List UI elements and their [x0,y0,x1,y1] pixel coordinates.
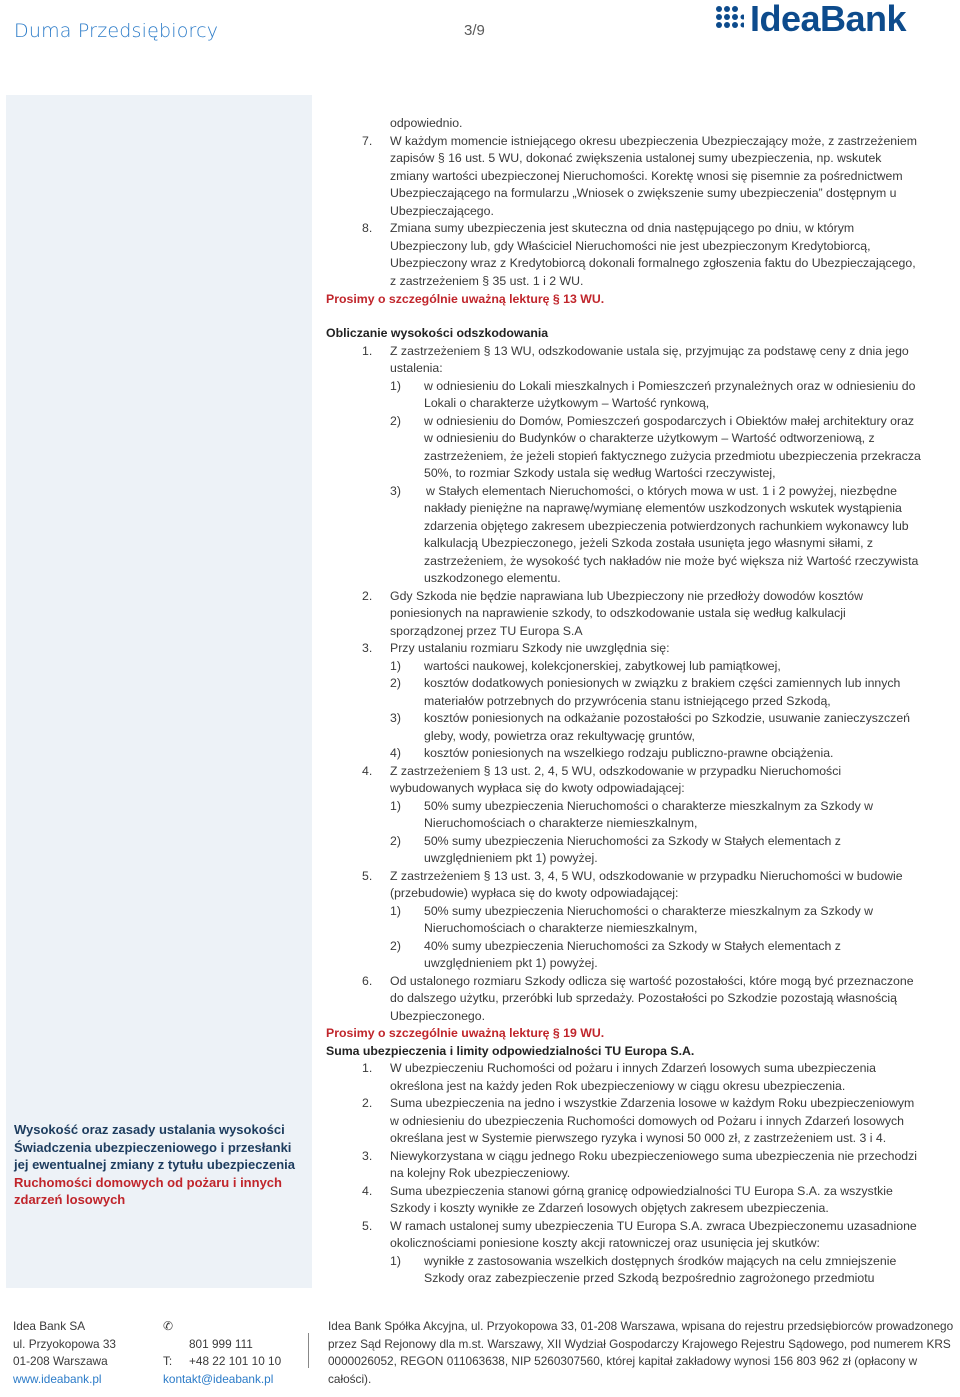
text-line: określana jest w Systemie pierwszego ryzyka i wynosi 50 000 zł, z zastrzeżeniem ust. 3 i 4. [390,1131,887,1145]
text-line: sporządzonej przez TU Europa S.A [390,624,583,638]
tel-label: T: [163,1354,173,1368]
text-line: Z zastrzeżeniem § 13 ust. 2, 4, 5 WU, odszkodowanie w przypadku Nieruchomości [390,764,842,778]
text-line: Ubezpieczającego na formularzu „Wniosek o zwiększenie sumy ubezpieczenia” dostępnym u [390,186,897,200]
list-marker: 4. [362,764,373,778]
text-line: w odniesieniu do Budynków o charakterze użytkowym – Wartość odtworzeniową, z [424,431,875,445]
footer-legal [328,1318,954,1388]
text-line: kosztów dodatkowych poniesionych w związku z brakiem części zamiennych lub innych [424,676,901,690]
footer-legal-line: całości). [328,1371,372,1386]
sidebar-heading [14,1121,310,1209]
text-line: w odniesieniu do Lokali mieszkalnych i Pomieszczeń przynależnych oraz w odniesieniu do [424,379,916,393]
footer-city: 01-208 Warszawa [13,1354,108,1368]
footer-phone: 801 999 111 [189,1336,253,1351]
text-line: Nieruchomościach o charakterze niemieszkalnym, [424,816,698,830]
list-marker: 3) [390,711,401,725]
text-line: Lokali o charakterze użytkowym – Wartość rynkową, [424,396,710,410]
phone-icon: ✆ [163,1319,173,1333]
footer-street: ul. Przyokopowa 33 [13,1336,116,1351]
text-line: (przebudowie) wypłaca się do kwoty odpowiadającej: [390,886,679,900]
text-line: wybudowanych wypłaca się do kwoty odpowiadającej: [390,781,685,795]
list-marker: 2) [390,834,401,848]
list-marker: 7. [362,134,373,148]
list-marker: 3. [362,1149,373,1163]
text-line: wartości naukowej, kolekcjonerskiej, zabytkowej lub pamiątkowej, [424,659,781,673]
footer-email-link[interactable]: kontakt@ideabank.pl [163,1371,274,1386]
text-line: uszkodzonego elementu. [424,571,561,585]
text-line: Z zastrzeżeniem § 13 WU, odszkodowanie ustala się, przyjmując za podstawę ceny z dnia jego [390,344,909,358]
text-line: zdarzenia objętego zakresem ubezpieczenia potwierdzonych rachunkiem wykonawcy lub [424,519,909,533]
sidebar-heading-line: zdarzeń losowych [14,1192,126,1207]
footer-company: Idea Bank SA [13,1319,86,1333]
text-line: Z zastrzeżeniem § 13 ust. 3, 4, 5 WU, odszkodowanie w przypadku Nieruchomości w budowie [390,869,903,883]
list-marker: 2) [390,414,401,428]
text-line: uwzględnieniem pkt 1) powyżej. [424,956,598,970]
list-marker: 1) [390,659,401,673]
list-marker: 1) [390,1254,401,1268]
text-line: W ramach ustalonej sumy ubezpieczenia TU Europa S.A. zwraca Ubezpieczonemu uzasadnione [390,1219,917,1233]
page-footer [0,1318,960,1397]
list-marker: 1) [390,799,401,813]
text-line: Ubezpieczonego. [390,1009,486,1023]
list-marker: 5. [362,1219,373,1233]
text-line: nakłady pieniężne na naprawę/wymianę elementów uszkodzonych wskutek wystąpienia [424,501,902,515]
section-heading: Suma ubezpieczenia i limity odpowiedzialności TU Europa S.A. [326,1044,695,1058]
footer-legal-line: przez Sąd Rejonowy dla m.st. Warszawy, XII Wydział Gospodarczy Krajowego Rejestru Sądowego, pod numerem KRS [328,1336,951,1351]
text-line: kosztów poniesionych na odkażanie pozostałości po Szkodzie, usuwanie zanieczyszczeń [424,711,911,725]
text-line: odpowiednio. [390,116,463,130]
list-marker: 6. [362,974,373,988]
text-line: kalkulacją Ubezpieczonego, jeżeli Szkoda została usunięta jego własnymi siłami, z [424,536,874,550]
page-number: 3/9 [464,22,485,39]
text-line: Suma ubezpieczenia stanowi górną granicę odpowiedzialności TU Europa S.A. za wszystkie [390,1184,893,1198]
text-line: kosztów poniesionych na wszelkiego rodzaju publiczno-prawne obciążenia. [424,746,834,760]
ideabank-logo-wordmark: IdeaBank [750,0,907,39]
footer-website-link[interactable]: www.ideabank.pl [13,1371,102,1386]
text-line: gleby, wody, powietrza oraz rekultywację gruntów, [424,729,695,743]
sidebar-heading-line: Ruchomości domowych od pożaru i innych [14,1174,282,1190]
text-line: 50% sumy ubezpieczenia Nieruchomości o charakterze mieszkalnym za Szkody w [424,904,874,918]
text-line: 50% sumy ubezpieczenia Nieruchomości za Szkody w Stałych elementach z [424,834,841,848]
footer-address [13,1318,116,1388]
text-line: materiałów potrzebnych do przywrócenia stanu istniejącego przed Szkodą, [424,694,831,708]
text-line: Gdy Szkoda nie będzie naprawiana lub Ubezpieczony nie przedłoży dowodów kosztów [390,589,864,603]
footer-tel: +48 22 101 10 10 [189,1354,282,1368]
text-line: Nieruchomościach o charakterze niemieszkalnym, [424,921,698,935]
text-line: w odniesieniu do ubezpieczenia Ruchomości domowych od Pożaru i innych Zdarzeń losowych [390,1114,905,1128]
text-line: 40% sumy ubezpieczenia Nieruchomości za Szkody w Stałych elementach z [424,939,841,953]
list-marker: 1. [362,344,373,358]
ideabank-logo [714,2,950,42]
sidebar-panel [6,95,312,1288]
list-marker: 3. [362,641,373,655]
footer-contact-labels [163,1318,173,1371]
text-line: Ubezpieczony wraz z Kredytobiorcą dokonali formalnego zgłoszenia faktu do Ubezpieczającego, [390,256,916,270]
ideabank-logo-mark-icon [714,4,744,34]
text-line: zastrzeżeniem, że jeżeli stopień faktycznego zużycia przedmiotu ubezpieczenia przekracza [424,449,921,463]
list-marker: 1) [390,379,401,393]
page-header [0,0,960,70]
list-marker: 1. [362,1061,373,1075]
sidebar-heading-line: Świadczenia ubezpieczeniowego i przesłanki [14,1139,292,1155]
text-line: Ubezpieczony lub, gdy Właściciel Nieruchomości nie jest ubezpieczonym Kredytobiorcą, [390,239,871,253]
list-marker: 8. [362,221,373,235]
text-line: wynikłe z zastosowania wszelkich dostępnych środków mających na celu zmniejszenie [424,1254,897,1268]
text-line: 50%, to rozmiar Szkody ustala się według Wartości rzeczywistej, [424,466,776,480]
list-marker: 2. [362,1096,373,1110]
section-heading: Obliczanie wysokości odszkodowania [326,326,549,340]
footer-legal-line: Idea Bank Spółka Akcyjna, ul. Przyokopowa 33, 01-208 Warszawa, wpisana do rejestru przedsiębiorców prowadzonego [328,1319,954,1333]
text-line: uwzględnieniem pkt 1) powyżej. [424,851,598,865]
text-line: z zastrzeżeniem § 35 ust. 1 i 2 WU. [390,274,584,288]
document-title: Duma Przedsiębiorcy [14,20,219,42]
text-line: poniesionych na naprawienie szkody, to odszkodowanie ustala się według kalkulacji [390,606,846,620]
list-marker: 1) [390,904,401,918]
text-line: na kolejny Rok ubezpieczeniowy. [390,1166,571,1180]
text-line: do dalszego użytku, przeróbki lub sprzedaży. Pozostałości po Szkodzie pozostają własnością [390,991,897,1005]
text-line: w odniesieniu do Domów, Pomieszczeń gospodarczych i Obiektów małej architektury oraz [424,414,915,428]
text-line: w Stałych elementach Nieruchomości, o których mowa w ust. 1 i 2 powyżej, niezbędne [426,484,897,498]
text-line: Szkody i koszty wynikłe ze Zdarzeń losowych objętych zakresem ubezpieczenia. [390,1201,829,1215]
text-line: zmiany wartości ubezpieczonej Nieruchomości. Korektę wnosi się pisemnie za pośrednictwem [390,169,903,183]
list-marker: 2. [362,589,373,603]
list-marker: 2) [390,939,401,953]
list-marker: 4. [362,1184,373,1198]
list-marker: 3) [390,484,401,498]
list-marker: 4) [390,746,401,760]
text-line: Niewykorzystana w ciągu jednego Roku ubezpieczeniowego suma ubezpieczenia nie przechodzi [390,1149,918,1163]
list-marker: 2) [390,676,401,690]
text-line: ustalenia: [390,361,443,375]
text-line: W każdym momencie istniejącego okresu ubezpieczenia Ubezpieczający może, z zastrzeżeniem [390,134,917,148]
text-line: Zmiana sumy ubezpieczenia jest skuteczna od dnia następującego po dniu, w którym [390,221,855,235]
footer-contact [163,1318,282,1388]
text-line: Ubezpieczającego. [390,204,494,218]
text-line: Suma ubezpieczenia na jedno i wszystkie Zdarzenia losowe w każdym Roku ubezpieczeniowym [390,1096,915,1110]
text-line: Przy ustalaniu rozmiaru Szkody nie uwzględnia się: [390,641,670,655]
sidebar-heading-line: Wysokość oraz zasady ustalania wysokości [14,1122,285,1137]
text-line: określona jest na każdy jeden Rok ubezpieczeniowy w ciągu okresu ubezpieczenia. [390,1079,846,1093]
emphasis-note: Prosimy o szczególnie uważną lekturę § 13 WU. [326,292,605,306]
emphasis-note: Prosimy o szczególnie uważną lekturę § 19 WU. [326,1026,605,1040]
text-line: Od ustalonego rozmiaru Szkody odlicza się wartość pozostałości, które mogą być przeznaczone [390,974,914,988]
text-line: zastrzeżeniem, że wysokość tych nakładów nie może być większa niż Wartość rzeczywista [424,554,919,568]
list-marker: 5. [362,869,373,883]
footer-legal-line: 0000026052, REGON 011063638, NIP 5260307560, której kapitał zakładowy wynosi 156 803 962 zł (opłacony w [328,1354,918,1368]
text-line: 50% sumy ubezpieczenia Nieruchomości o charakterze mieszkalnym za Szkody w [424,799,874,813]
text-line: zapisów § 16 ust. 5 WU, dokonać zwiększenia ustalonej sumy ubezpieczenia, np. wskutek [390,151,882,165]
text-line: okolicznościami poniesione koszty akcji ratowniczej oraz usunięcia jej skutków: [390,1236,820,1250]
text-line: W ubezpieczeniu Ruchomości od pożaru i innych Zdarzeń losowych suma ubezpieczenia [390,1061,876,1075]
footer-divider [308,1333,309,1368]
sidebar-heading-line: jej ewentualnej zmiany z tytułu ubezpieczenia [14,1157,296,1172]
text-line: Szkody oraz zabezpieczenie przed Szkodą bezpośrednio zagrożonego przedmiotu [424,1271,875,1285]
